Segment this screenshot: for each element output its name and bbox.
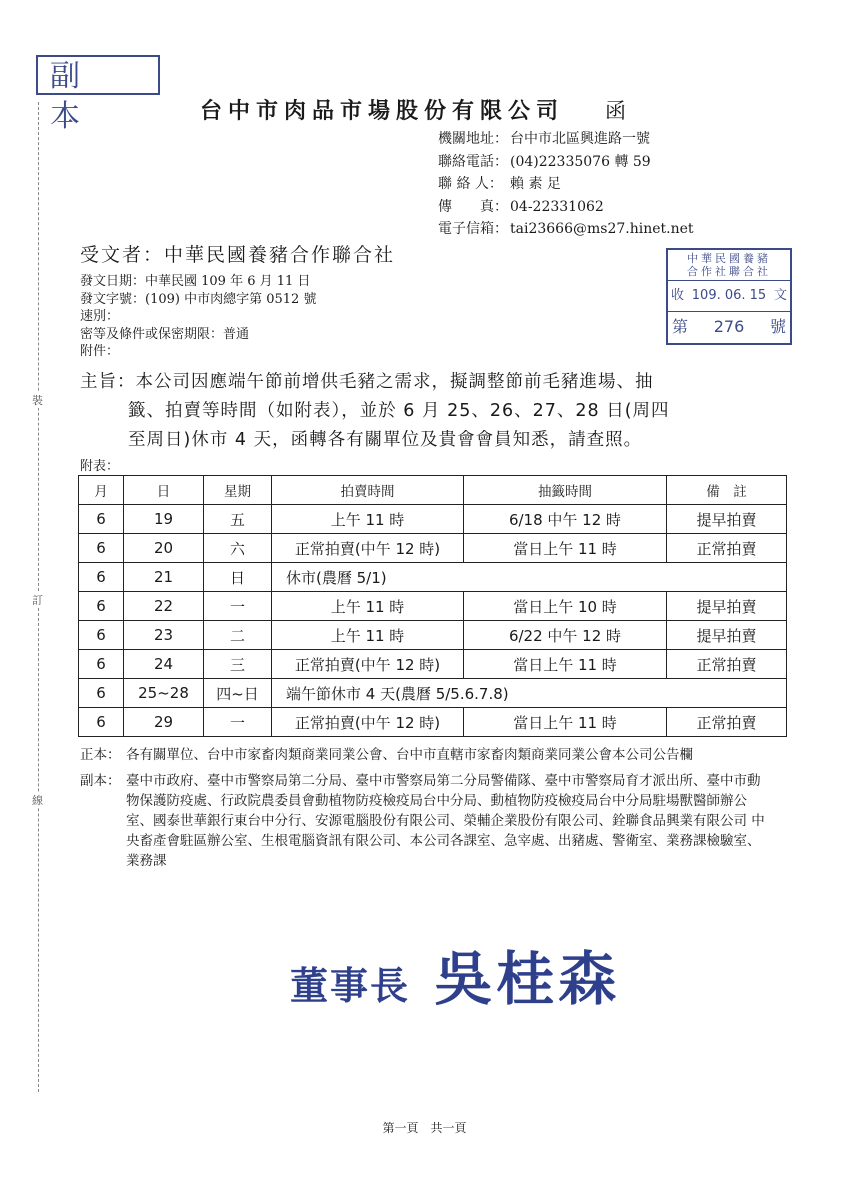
attachments: 附件： <box>80 344 120 359</box>
table-cell: 正常拍賣(中午 12 時) <box>272 708 464 737</box>
table-cell: 二 <box>204 621 272 650</box>
table-cell: 6 <box>79 534 124 563</box>
subject-label: 主旨： <box>80 372 136 392</box>
table-cell: 當日上午 11 時 <box>464 534 667 563</box>
received-stamp-org: 中華民國養豬 合作社聯合社 <box>668 250 790 281</box>
document-type: 函 <box>605 99 626 123</box>
table-cell: 21 <box>124 563 204 592</box>
document-meta <box>80 273 316 361</box>
col-auction-time: 拍賣時間 <box>272 476 464 505</box>
table-cell: 6 <box>79 592 124 621</box>
table-cell: 6/18 中午 12 時 <box>464 505 667 534</box>
table-cell: 20 <box>124 534 204 563</box>
table-cell: 6 <box>79 679 124 708</box>
table-row <box>79 563 787 592</box>
binding-mark-bind: 裝 <box>32 394 43 407</box>
table-row <box>79 592 787 621</box>
table-cell: 當日上午 10 時 <box>464 592 667 621</box>
contact-fax: 傳 真： 04-22331062 <box>438 198 604 215</box>
col-weekday: 星期 <box>204 476 272 505</box>
copy-stamp: 副本 <box>36 55 160 95</box>
urgency: 速別： <box>80 309 120 324</box>
table-row <box>79 534 787 563</box>
table-header-row <box>79 476 787 505</box>
table-row <box>79 650 787 679</box>
contact-person: 聯 絡 人： 賴 素 足 <box>438 176 561 192</box>
issue-date: 發文日期：中華民國 109 年 6 月 11 日 <box>80 274 311 289</box>
table-cell: 正常拍賣 <box>667 534 787 563</box>
subject: 主旨：本公司因應端午節前增供毛豬之需求，擬調整節前毛豬進場、抽 籤、拍賣等時間（如附表），並於 6 月 25、26、27、28 日(周四 至周日)休市 4 天，函轉各有關單位及貴會會員知悉，請查照。 <box>80 372 670 450</box>
confidentiality: 密等及條件或保密期限：普通 <box>80 326 250 342</box>
table-cell: 五 <box>204 505 272 534</box>
page-footer: 第一頁 共一頁 <box>382 1121 467 1135</box>
table-cell: 端午節休市 4 天(農曆 5/5.6.7.8) <box>272 679 787 708</box>
table-cell: 當日上午 11 時 <box>464 650 667 679</box>
table-cell: 6 <box>79 505 124 534</box>
contact-email: 電子信箱： tai23666@ms27.hinet.net <box>438 221 694 237</box>
binding-mark-line: 線 <box>32 794 43 807</box>
table-cell: 三 <box>204 650 272 679</box>
distribution-list <box>80 745 770 871</box>
received-date: 109. 06. 15 <box>691 288 767 303</box>
table-cell: 一 <box>204 708 272 737</box>
table-cell: 休市(農曆 5/1) <box>272 563 787 592</box>
table-cell: 22 <box>124 592 204 621</box>
contact-address: 機關地址： 台中市北區興進路一號 <box>438 131 650 147</box>
table-cell: 日 <box>204 563 272 592</box>
table-cell: 上午 11 時 <box>272 621 464 650</box>
contact-phone: 聯絡電話： (04)22335076 轉 59 <box>438 153 651 170</box>
table-row <box>79 708 787 737</box>
table-cell: 六 <box>204 534 272 563</box>
chairman-signature <box>290 932 620 1016</box>
table-row <box>79 621 787 650</box>
received-stamp-date-row: 收 109. 06. 15 文 <box>668 281 790 312</box>
table-cell: 上午 11 時 <box>272 592 464 621</box>
table-cell: 23 <box>124 621 204 650</box>
table-cell: 6 <box>79 708 124 737</box>
table-cell: 提早拍賣 <box>667 621 787 650</box>
copy-recipients: 副本： 臺中市政府、臺中市警察局第二分局、臺中市警察局第二分局警備隊、臺中市警察局育才派出所、臺中市動物保護防疫處、行政院農委員會動植物防疫檢疫局台中分局、動植物防疫檢疫局台中分局駐場獸醫師辦公室、國泰世華銀行東台中分行、安源電腦股份有限公司、榮輔企業股份有限公司、銓聯食品興業有限公司 中央畜產會駐區辦公室、生根電腦資訊有限公司、本公司各課室、急宰處、出豬處、警衛室、業務課檢驗室、業務課 <box>80 773 765 869</box>
received-stamp <box>666 248 792 345</box>
col-draw-time: 抽籤時間 <box>464 476 667 505</box>
table-cell: 當日上午 11 時 <box>464 708 667 737</box>
table-cell: 提早拍賣 <box>667 592 787 621</box>
signature-title: 董事長 <box>290 963 411 1008</box>
table-cell: 29 <box>124 708 204 737</box>
col-month: 月 <box>79 476 124 505</box>
binding-mark-staple: 訂 <box>32 594 43 607</box>
signature-name: 吳桂森 <box>434 945 621 1013</box>
attachment-label: 附表： <box>80 459 120 474</box>
table-cell: 一 <box>204 592 272 621</box>
recipient: 受文者：中華民國養豬合作聯合社 <box>80 244 396 266</box>
issue-number: 發文字號：(109) 中市肉總字第 0512 號 <box>80 291 317 307</box>
original-recipients: 正本： 各有關單位、台中市家畜肉類商業同業公會、台中市直轄市家畜肉類商業同業公會本公司公告欄 <box>80 747 693 763</box>
received-number: 276 <box>713 317 745 336</box>
table-cell: 提早拍賣 <box>667 505 787 534</box>
company-title: 台中市肉品市場股份有限公司 <box>200 99 565 124</box>
received-stamp-number-row: 第 276 號 <box>668 312 790 342</box>
table-cell: 6 <box>79 563 124 592</box>
col-remark: 備 註 <box>667 476 787 505</box>
schedule-table <box>78 475 787 737</box>
table-cell: 正常拍賣 <box>667 650 787 679</box>
table-cell: 正常拍賣 <box>667 708 787 737</box>
table-cell: 6 <box>79 650 124 679</box>
table-row <box>79 679 787 708</box>
table-cell: 25~28 <box>124 679 204 708</box>
table-cell: 上午 11 時 <box>272 505 464 534</box>
table-cell: 6/22 中午 12 時 <box>464 621 667 650</box>
table-cell: 19 <box>124 505 204 534</box>
table-cell: 24 <box>124 650 204 679</box>
table-cell: 正常拍賣(中午 12 時) <box>272 534 464 563</box>
table-row <box>79 505 787 534</box>
table-cell: 四~日 <box>204 679 272 708</box>
col-day: 日 <box>124 476 204 505</box>
table-cell: 6 <box>79 621 124 650</box>
contact-info <box>438 128 694 241</box>
table-cell: 正常拍賣(中午 12 時) <box>272 650 464 679</box>
